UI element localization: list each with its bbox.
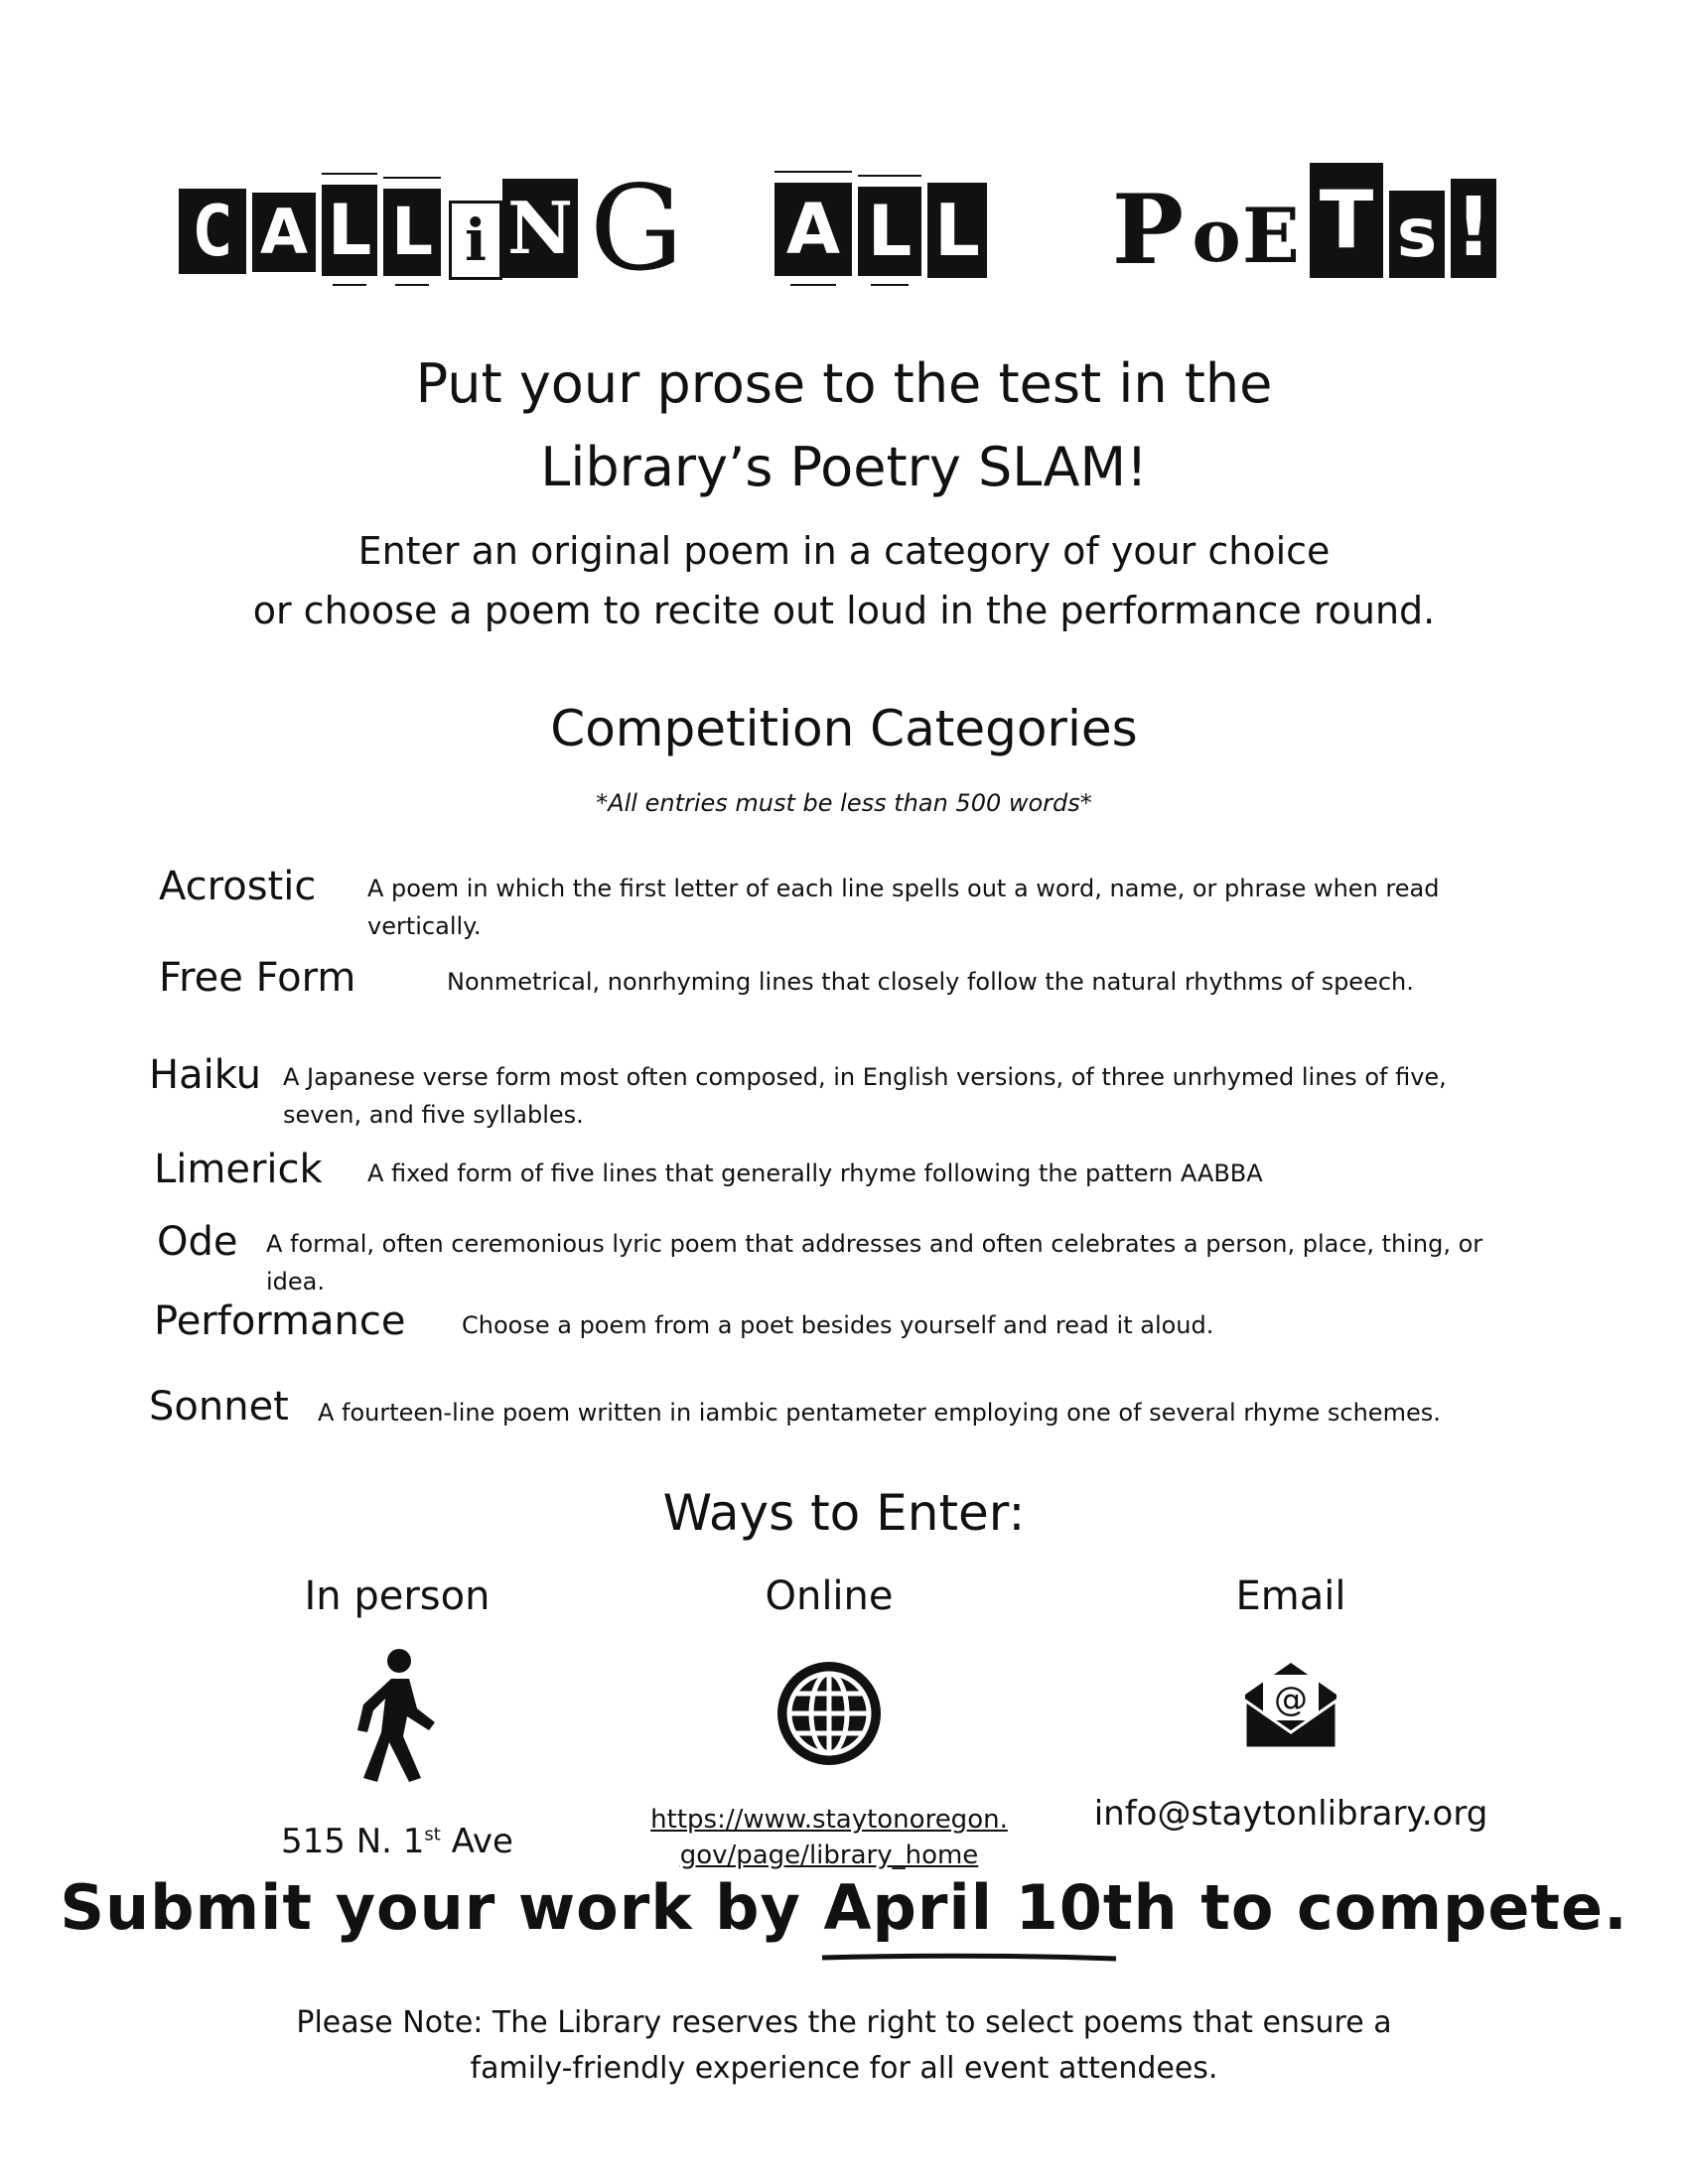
category-description: Nonmetrical, nonrhyming lines that closely follow the natural rhythms of speech. <box>447 968 1414 996</box>
title-letter: A <box>774 183 852 276</box>
headline <box>0 342 1688 509</box>
title-word-poets <box>1107 149 1509 318</box>
category-name: Limerick <box>154 1147 323 1192</box>
title-letter: L <box>322 185 377 276</box>
title-letter: ! <box>1451 179 1496 278</box>
address-ordinal: st <box>424 1824 441 1845</box>
submit-text-after: to compete. <box>1178 1871 1628 1944</box>
category-description: Choose a poem from a poet besides yourself and read it aloud. <box>462 1311 1214 1339</box>
library-email-address[interactable]: info@staytonlibrary.org <box>1093 1794 1488 1834</box>
category-name: Sonnet <box>149 1384 289 1430</box>
way-online <box>621 1573 1038 1873</box>
category-name: Free Form <box>159 955 356 1001</box>
intro-line-1: Enter an original poem in a category of your choice <box>357 529 1331 573</box>
envelope-at-icon <box>1241 1655 1340 1754</box>
category-description: A fourteen-line poem written in iambic pentameter employing one of several rhyme schemes. <box>318 1399 1441 1427</box>
category-description: A poem in which the first letter of each line spells out a word, name, or phrase when read vertically. <box>367 875 1440 940</box>
note-line-2: family-friendly experience for all event attendees. <box>470 2051 1218 2086</box>
title-letter: G <box>589 160 684 297</box>
globe-icon <box>774 1659 884 1768</box>
category-name: Haiku <box>149 1052 261 1098</box>
library-website-link[interactable] <box>621 1802 1038 1873</box>
way-label: Email <box>1235 1573 1346 1619</box>
title-letter: i <box>449 201 502 280</box>
title-word-calling <box>179 149 774 318</box>
title-letter: A <box>252 193 316 272</box>
submit-text-before: Submit your work by <box>60 1871 824 1944</box>
categories-word-limit-note: *All entries must be less than 500 words* <box>596 789 1092 817</box>
way-in-person <box>228 1573 566 1861</box>
title-letter: L <box>927 183 987 278</box>
title-letter: C <box>179 189 246 274</box>
ways-to-enter-title: Ways to Enter: <box>662 1484 1026 1542</box>
title-letter: P <box>1111 174 1185 286</box>
category-name: Performance <box>154 1298 406 1344</box>
way-email <box>1062 1573 1519 1834</box>
category-description: A Japanese verse form most often composed, in English versions, of three unrhymed lines of five, seven, and five syllables. <box>283 1063 1447 1129</box>
title-letter: L <box>858 187 921 276</box>
category-name: Acrostic <box>159 864 317 909</box>
hand-drawn-underline <box>820 1952 1118 1962</box>
library-address <box>228 1822 566 1861</box>
deadline-date-text: April 10th <box>823 1871 1179 1944</box>
category-description: A fixed form of five lines that generally rhyme following the pattern AABBA <box>367 1160 1263 1187</box>
flyer-title <box>179 149 1509 318</box>
walking-person-icon <box>348 1647 447 1786</box>
title-letter: E <box>1242 192 1300 280</box>
way-label: Online <box>765 1573 894 1619</box>
address-end: Ave <box>440 1822 513 1861</box>
title-letter: s <box>1389 191 1445 278</box>
family-friendly-note <box>0 2000 1688 2092</box>
category-name: Ode <box>157 1219 238 1265</box>
title-letter: o <box>1192 194 1241 279</box>
category-description: A formal, often ceremonious lyric poem that addresses and often celebrates a person, place, thing, or idea. <box>266 1230 1483 1296</box>
title-letter: L <box>383 189 441 276</box>
title-letter: N <box>502 179 578 278</box>
website-url-line-1: https://www.staytonoregon. <box>650 1805 1008 1835</box>
website-url-line-2: gov/page/library_home <box>679 1841 979 1870</box>
note-line-1: Please Note: The Library reserves the right to select poems that ensure a <box>296 2005 1392 2040</box>
intro-text <box>0 521 1688 640</box>
deadline-date <box>824 1871 1179 1944</box>
headline-line-1: Put your prose to the test in the <box>415 352 1273 415</box>
svg-text:@: @ <box>1274 1680 1308 1719</box>
intro-line-2: or choose a poem to recite out loud in the performance round. <box>252 589 1436 632</box>
title-word-all <box>774 149 1033 318</box>
headline-line-2: Library’s Poetry SLAM! <box>540 436 1148 498</box>
categories-title: Competition Categories <box>550 700 1138 757</box>
way-label: In person <box>304 1573 491 1619</box>
title-letter: T <box>1310 163 1383 278</box>
address-main: 515 N. 1 <box>281 1822 425 1861</box>
submission-deadline <box>0 1871 1688 1944</box>
